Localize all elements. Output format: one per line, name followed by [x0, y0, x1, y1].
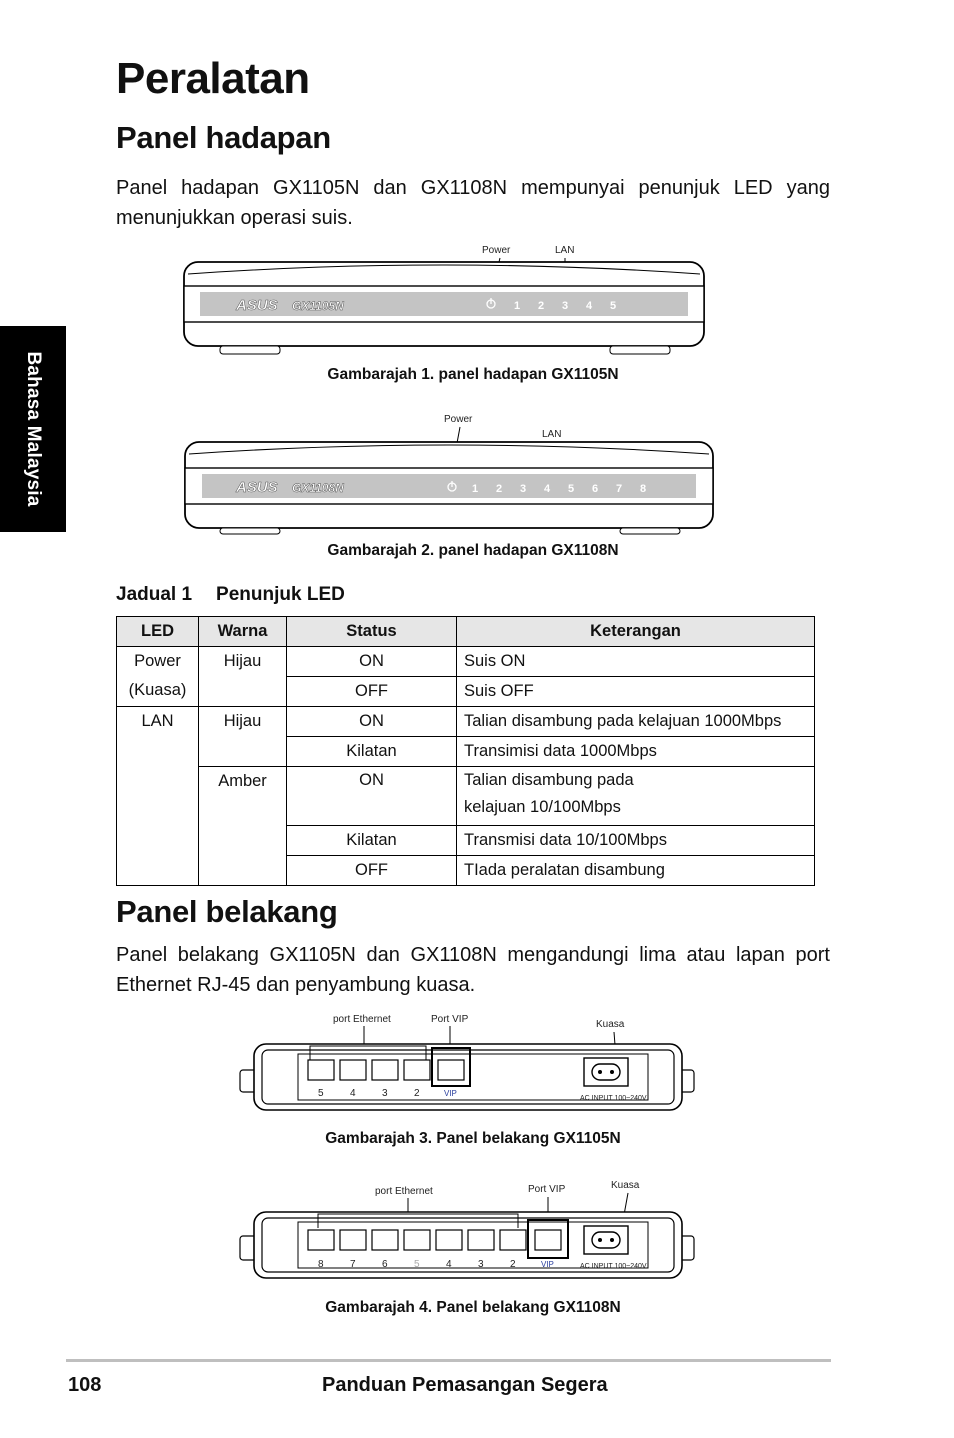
side-tab-label: Bahasa Malaysia	[23, 351, 44, 507]
figure-rear-gx1108n	[238, 1176, 698, 1294]
led-name: Power	[134, 652, 181, 670]
led-port-3: 3	[562, 300, 569, 312]
ethernet-port-icon	[308, 1060, 464, 1080]
ethernet-callout-label: port Ethernet	[375, 1186, 433, 1197]
model-name: GX1108N	[292, 481, 344, 495]
lan-callout-label: LAN	[555, 245, 575, 256]
description-cell: Transimisi data 1000Mbps	[457, 737, 815, 767]
power-callout-label: Kuasa	[611, 1180, 640, 1191]
status-cell: Kilatan	[287, 826, 457, 856]
table-row	[117, 767, 815, 826]
status-cell: OFF	[287, 856, 457, 886]
color-cell: Hijau	[199, 647, 287, 707]
status-cell: Kilatan	[287, 737, 457, 767]
led-cell-power	[117, 647, 199, 707]
led-port-2: 2	[538, 300, 545, 312]
port-number: 5	[414, 1259, 420, 1270]
rear-panel-intro: Panel belakang GX1105N dan GX1108N mengandungi lima atau lapan port Ethernet RJ-45 dan penyambung kuasa.	[116, 944, 830, 996]
description-line-2: kelajuan 10/100Mbps	[464, 798, 621, 816]
table-header-row	[117, 617, 815, 647]
front-panel-heading: Panel hadapan	[116, 120, 331, 155]
side-language-tab	[0, 326, 66, 532]
led-name-secondary: (Kuasa)	[128, 681, 187, 699]
status-cell: OFF	[287, 677, 457, 707]
col-header-status: Status	[287, 617, 457, 647]
figure-2-caption: Gambarajah 2. panel hadapan GX1108N	[327, 542, 619, 559]
status-cell: ON	[287, 767, 457, 826]
figure-3-caption: Gambarajah 3. Panel belakang GX1105N	[325, 1130, 621, 1147]
figure-4-caption: Gambarajah 4. Panel belakang GX1108N	[325, 1299, 621, 1316]
led-port-1: 1	[514, 300, 521, 312]
col-header-description: Keterangan	[457, 617, 815, 647]
description-cell: Suis OFF	[457, 677, 815, 707]
description-cell: Suis ON	[457, 647, 815, 677]
col-header-led: LED	[117, 617, 199, 647]
description-line-1: Talian disambung pada	[464, 771, 634, 789]
table-row	[117, 647, 815, 677]
lan-callout-label: LAN	[542, 429, 562, 440]
col-header-color: Warna	[199, 617, 287, 647]
led-cell-lan: LAN	[117, 707, 199, 886]
asus-logo: ASUS	[236, 479, 278, 496]
page-number: 108	[68, 1374, 102, 1396]
description-cell	[457, 767, 815, 826]
status-cell: ON	[287, 707, 457, 737]
led-indicator-table	[116, 616, 815, 886]
led-port-8: 8	[640, 483, 647, 495]
led-port-5: 5	[568, 483, 575, 495]
power-callout-label: Power	[444, 414, 473, 425]
port-number: 7	[350, 1259, 356, 1270]
vip-callout-label: Port VIP	[528, 1184, 566, 1195]
led-port-2: 2	[496, 483, 503, 495]
figure-front-gx1108n	[180, 408, 720, 538]
table-title	[116, 584, 345, 606]
led-port-5: 5	[610, 300, 617, 312]
description-cell: Transmisi data 10/100Mbps	[457, 826, 815, 856]
port-number: 3	[382, 1088, 388, 1099]
power-callout-label: Kuasa	[596, 1019, 625, 1030]
ac-input-label: AC INPUT 100~240V	[580, 1095, 647, 1102]
page-title: Peralatan	[116, 54, 310, 103]
figure-1-caption: Gambarajah 1. panel hadapan GX1105N	[327, 366, 619, 383]
status-cell: ON	[287, 647, 457, 677]
table-name: Penunjuk LED	[216, 584, 345, 605]
table-number: Jadual 1	[116, 584, 193, 605]
description-cell: TIada peralatan disambung	[457, 856, 815, 886]
footer-title: Panduan Pemasangan Segera	[322, 1374, 608, 1396]
vip-port-label: VIP	[541, 1260, 554, 1269]
port-number: 6	[382, 1259, 388, 1270]
asus-logo: ASUS	[236, 297, 278, 314]
ac-input-label: AC INPUT 100~240V	[580, 1263, 647, 1270]
led-port-3: 3	[520, 483, 527, 495]
front-panel-intro: Panel hadapan GX1105N dan GX1108N mempunyai penunjuk LED yang menunjukkan operasi suis.	[116, 177, 830, 229]
power-socket-icon	[584, 1058, 628, 1086]
port-number: 5	[318, 1088, 324, 1099]
vip-port-label: VIP	[444, 1089, 457, 1098]
ethernet-callout-label: port Ethernet	[333, 1014, 391, 1025]
power-callout-label: Power	[482, 245, 511, 256]
led-port-4: 4	[544, 483, 551, 495]
table-row	[117, 707, 815, 737]
figure-front-gx1105n	[180, 238, 710, 363]
vip-callout-label: Port VIP	[431, 1014, 469, 1025]
port-number: 2	[414, 1088, 420, 1099]
led-port-1: 1	[472, 483, 479, 495]
port-number: 8	[318, 1259, 324, 1270]
led-port-6: 6	[592, 483, 599, 495]
color-cell: Hijau	[199, 707, 287, 767]
led-port-4: 4	[586, 300, 593, 312]
power-socket-icon	[584, 1226, 628, 1254]
model-name: GX1105N	[292, 299, 344, 313]
description-cell: Talian disambung pada kelajuan 1000Mbps	[457, 707, 815, 737]
port-number: 4	[350, 1088, 356, 1099]
port-number: 2	[510, 1259, 516, 1270]
color-cell: Amber	[199, 767, 287, 886]
port-number: 4	[446, 1259, 452, 1270]
figure-rear-gx1105n	[238, 1008, 698, 1126]
footer-divider	[66, 1359, 831, 1362]
rear-panel-heading: Panel belakang	[116, 894, 338, 929]
led-port-7: 7	[616, 483, 623, 495]
port-number: 3	[478, 1259, 484, 1270]
